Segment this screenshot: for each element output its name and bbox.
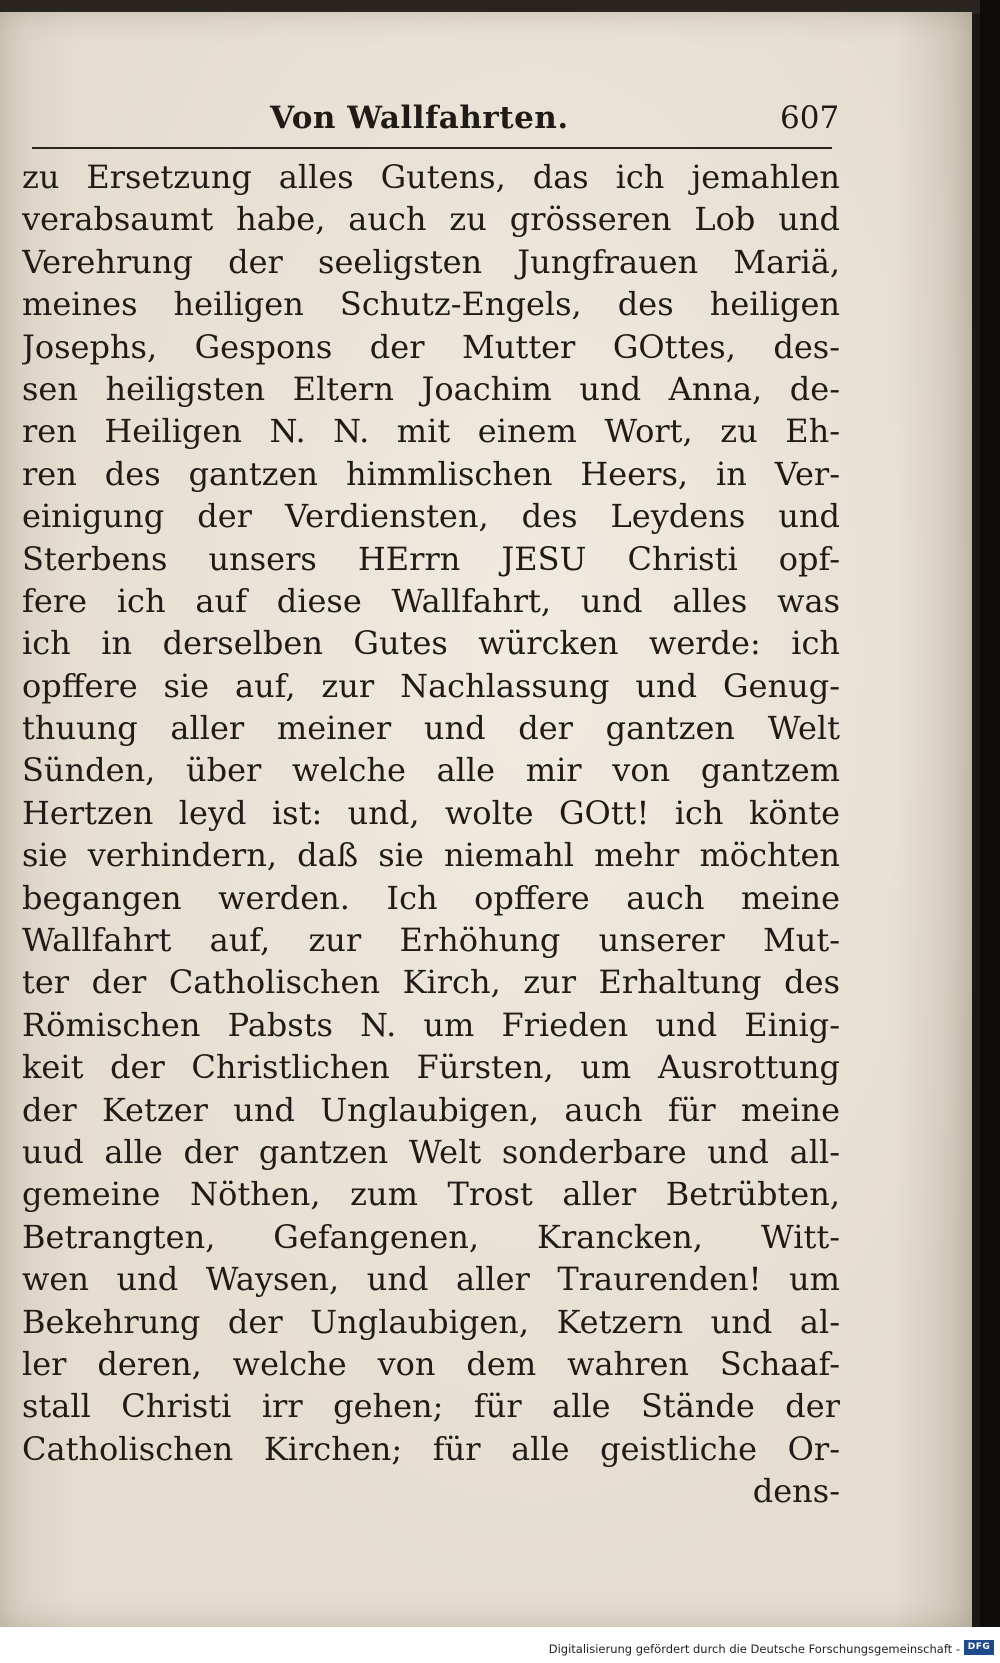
page-number: 607 bbox=[780, 100, 840, 136]
text-line: Verehrung der seeligsten Jungfrauen Mariä, bbox=[22, 242, 840, 281]
text-line: begangen werden. Ich opffere auch meine bbox=[22, 878, 840, 917]
text-line: sen heiligsten Eltern Joachim und Anna, de- bbox=[22, 369, 840, 408]
text-line: Bekehrung der Unglaubigen, Ketzern und al- bbox=[22, 1302, 840, 1341]
catchword: dens- bbox=[752, 1472, 840, 1511]
text-line: stall Christi irr gehen; für alle Stände der bbox=[22, 1387, 840, 1426]
text-line: Catholischen Kirchen; für alle geistliche Or- bbox=[22, 1429, 840, 1468]
text-line: der Ketzer und Unglaubigen, auch für meine bbox=[22, 1090, 840, 1129]
text-line: verabsaumt habe, auch zu grösseren Lob und bbox=[22, 200, 840, 239]
text-line: zu Ersetzung alles Gutens, das ich jemahlen bbox=[22, 158, 840, 196]
text-line: Römischen Pabsts N. um Frieden und Einig- bbox=[22, 1005, 840, 1044]
text-line: Betrangten, Gefangenen, Krancken, Witt- bbox=[22, 1217, 840, 1256]
text-line: keit der Christlichen Fürsten, um Ausrottung bbox=[22, 1048, 840, 1087]
text-line: Josephs, Gespons der Mutter GOttes, des- bbox=[22, 327, 840, 366]
text-line: meines heiligen Schutz-Engels, des heiligen bbox=[22, 285, 840, 324]
book-page bbox=[0, 12, 972, 1627]
text-line: thuung aller meiner und der gantzen Welt bbox=[22, 709, 840, 748]
dfg-logo-icon: DFG bbox=[964, 1640, 994, 1655]
text-line: Sünden, über welche alle mir von gantzem bbox=[22, 751, 840, 790]
text-line: fere ich auf diese Wallfahrt, und alles was bbox=[22, 581, 840, 620]
text-line: ter der Catholischen Kirch, zur Erhaltung des bbox=[22, 963, 840, 1002]
text-line: Hertzen leyd ist: und, wolte GOtt! ich könte bbox=[22, 793, 840, 832]
header-rule bbox=[32, 147, 832, 149]
text-line: ren des gantzen himmlischen Heers, in Ver- bbox=[22, 454, 840, 493]
running-head bbox=[0, 100, 972, 150]
funding-credit: Digitalisierung gefördert durch die Deutsche Forschungsgemeinschaft - bbox=[548, 1642, 960, 1656]
text-line: Wallfahrt auf, zur Erhöhung unserer Mut- bbox=[22, 921, 840, 960]
text-line: ren Heiligen N. N. mit einem Wort, zu Eh- bbox=[22, 412, 840, 451]
text-line: opffere sie auf, zur Nachlassung und Genug- bbox=[22, 666, 840, 705]
digitization-footer bbox=[0, 1627, 1000, 1663]
text-line: uud alle der gantzen Welt sonderbare und all- bbox=[22, 1132, 840, 1171]
scan-right-edge bbox=[980, 0, 1000, 1663]
text-line: gemeine Nöthen, zum Trost aller Betrübten, bbox=[22, 1175, 840, 1214]
text-line: ich in derselben Gutes würcken werde: ich bbox=[22, 624, 840, 663]
text-line: einigung der Verdiensten, des Leydens und bbox=[22, 497, 840, 536]
text-line: wen und Waysen, und aller Traurenden! um bbox=[22, 1260, 840, 1299]
text-line: sie verhindern, daß sie niemahl mehr möchten bbox=[22, 836, 840, 875]
text-line: Sterbens unsers HErrn JESU Christi opf- bbox=[22, 539, 840, 578]
text-line: ler deren, welche von dem wahren Schaaf- bbox=[22, 1344, 840, 1383]
running-head-title: Von Wallfahrten. bbox=[270, 100, 569, 136]
body-text bbox=[22, 156, 840, 1513]
